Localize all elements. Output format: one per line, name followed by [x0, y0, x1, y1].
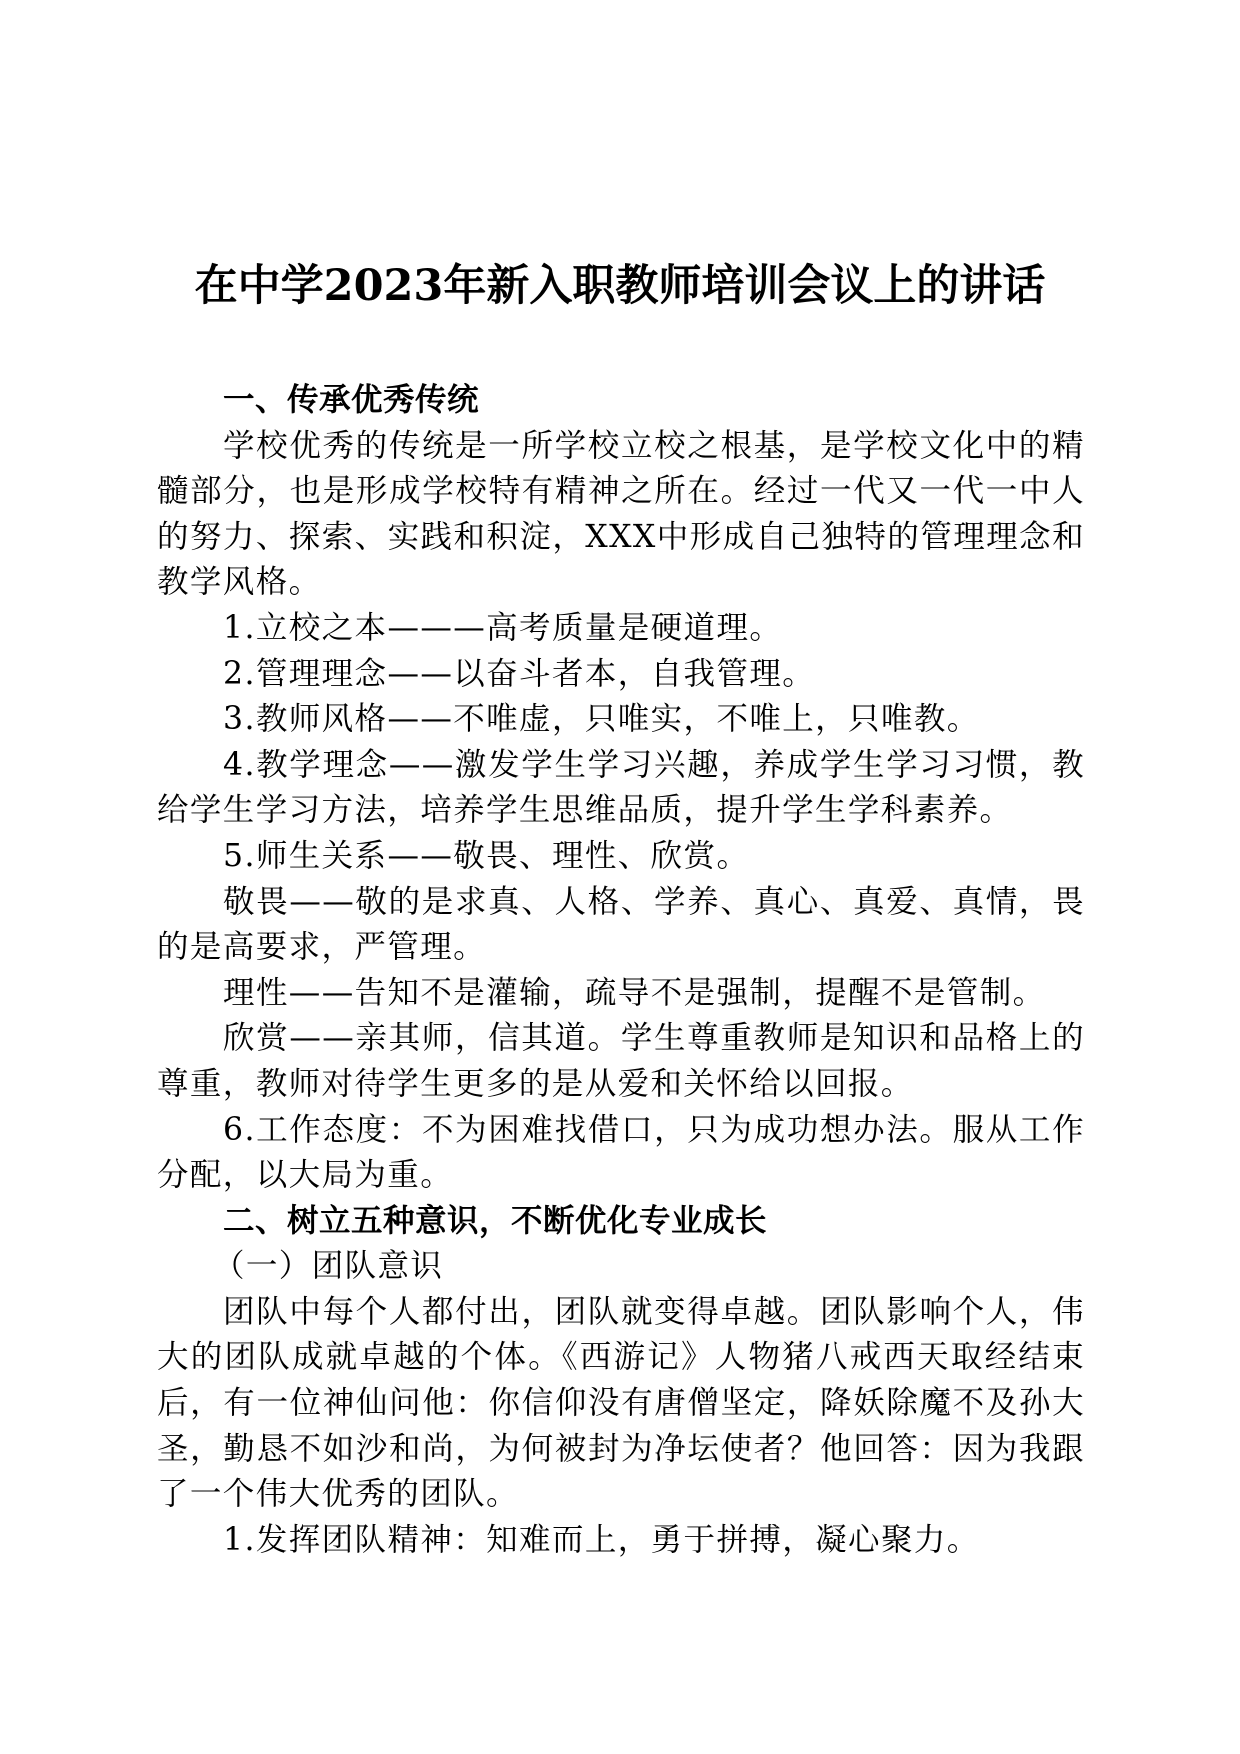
list-item: 4.教学理念——激发学生学习兴趣，养成学生学习习惯，教给学生学习方法，培养学生思维品质，提升学生学科素养。 [157, 746, 1085, 829]
list-item: 6.工作态度：不为困难找借口，只为成功想办法。服从工作分配，以大局为重。 [157, 1111, 1085, 1194]
paragraph: 理性——告知不是灌输，疏导不是强制，提醒不是管制。 [223, 974, 1046, 1011]
document-body [157, 378, 1085, 1563]
list-item: 3.教师风格——不唯虚，只唯实，不唯上，只唯教。 [223, 701, 980, 738]
section-heading-1: 一、传承优秀传统 [223, 382, 480, 418]
paragraph: 团队中每个人都付出，团队就变得卓越。团队影响个人，伟大的团队成就卓越的个体。《西游记》人物猪八戒西天取经结束后，有一位神仙问他：你信仰没有唐僧坚定，降妖除魔不及孙大圣，勤恳不如沙和尚，为何被封为净坛使者？他回答：因为我跟了一个伟大优秀的团队。 [157, 1293, 1085, 1513]
paragraph: 学校优秀的传统是一所学校立校之根基，是学校文化中的精髓部分，也是形成学校特有精神之所在。经过一代又一代一中人的努力、探索、实践和积淀，XXX中形成自己独特的管理理念和教学风格。 [157, 427, 1085, 601]
paragraph: 敬畏——敬的是求真、人格、学养、真心、真爱、真情，畏的是高要求，严管理。 [157, 883, 1085, 966]
list-item: 5.师生关系——敬畏、理性、欣赏。 [223, 837, 750, 874]
section-heading-2: 二、树立五种意识，不断优化专业成长 [223, 1202, 768, 1239]
paragraph: 欣赏——亲其师，信其道。学生尊重教师是知识和品格上的尊重，教师对待学生更多的是从爱和关怀给以回报。 [157, 1020, 1085, 1102]
document-title: 在中学2023年新入职教师培训会议上的讲话 [194, 261, 1046, 311]
list-item: 1.发挥团队精神：知难而上，勇于拼搏，凝心聚力。 [223, 1521, 980, 1558]
list-item: 2.管理理念——以奋斗者本，自我管理。 [223, 655, 816, 692]
list-item: 1.立校之本———高考质量是硬道理。 [223, 609, 783, 646]
sub-heading: （一）团队意识 [213, 1248, 444, 1285]
